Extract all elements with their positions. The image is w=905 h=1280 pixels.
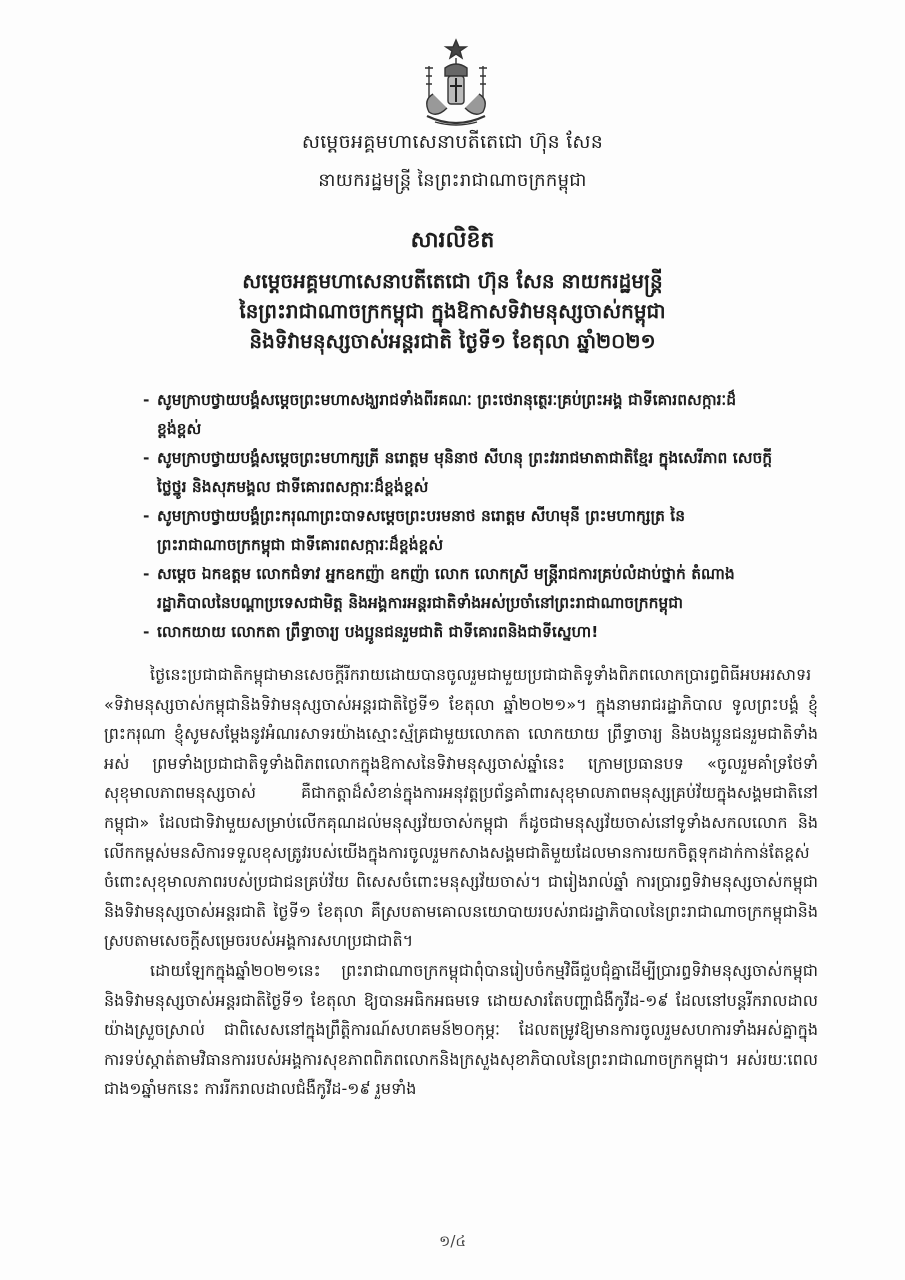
document-title-block [0, 226, 905, 356]
title-subline-1: សម្ដេចអគ្គមហាសេនាបតីតេជោ ហ៊ុន សែន នាយករដ្ឋមន្ត្រី [242, 269, 663, 293]
header-author-name: សម្ដេចអគ្គមហាសេនាបតីតេជោ ហ៊ុន សែន [301, 131, 604, 153]
dash-bullet: - [143, 391, 150, 409]
dash-bullet: - [143, 623, 150, 641]
salutation-item: - សូមក្រាបថ្វាយបង្គំព្រះករុណាព្រះបាទសម្ដេចព្រះបរមនាថ នរោត្តម សីហមុនី ព្រះមហាក្សត្រ នៃព្រះរាជាណាចក្រកម្ពុជា ជាទីគោរពសក្ការៈដ៏ខ្ពង់ខ្ពស់ [143, 502, 779, 560]
document-title: សារលិខិត [410, 228, 495, 253]
dash-bullet: - [143, 565, 150, 583]
header-author-title: នាយករដ្ឋមន្ត្រី នៃព្រះរាជាណាចក្រកម្ពុជា [318, 170, 587, 191]
dash-bullet: - [143, 507, 150, 525]
salutation-item: - សូមក្រាបថ្វាយបង្គំសម្ដេចព្រះមហាសង្ឃរាជទាំងពីរគណៈ ព្រះថេរានុត្ថេរៈគ្រប់ព្រះអង្គ ជាទីគោរពសក្ការៈដ៏ខ្ពង់ខ្ពស់ [143, 386, 779, 444]
salutation-item: - សូមក្រាបថ្វាយបង្គំសម្ដេចព្រះមហាក្សត្រី នរោត្តម មុនិនាថ សីហនុ ព្រះវររាជមាតាជាតិខ្មែរ ក្នុងសេរីភាព សេចក្ដីថ្លៃថ្នូរ និងសុភមង្គល ជាទីគោរពសក្ការៈដ៏ខ្ពង់ខ្ពស់ [143, 444, 779, 502]
body-paragraph-1: ថ្ងៃនេះប្រជាជាតិកម្ពុជាមានសេចក្ដីរីករាយដោយបានចូលរួមជាមួយប្រជាជាតិទូទាំងពិភពលោកប្រារព្ធពិធីអបអរសាទរ «ទិវាមនុស្សចាស់កម្ពុជានិងទិវាមនុស្សចាស់អន្តរជាតិថ្ងៃទី១ ខែតុលា ឆ្នាំ២០២១»។ ក្នុងនាមរាជរដ្ឋាភិបាល ទូលព្រះបង្គំ ខ្ញុំព្រះករុណា ខ្ញុំសូមសម្ដែងនូវអំណរសាទរយ៉ាងស្មោះស្ម័គ្រជាមួយលោកតា លោកយាយ ព្រឹទ្ធាចារ្យ និងបងប្អូនជនរួមជាតិទាំងអស់ ព្រមទាំងប្រជាជាតិទូទាំងពិភពលោកក្នុងឱកាសនៃទិវាមនុស្សចាស់ឆ្នាំនេះ ក្រោមប្រធានបទ «ចូលរួមគាំទ្រថែទាំសុខុមាលភាពមនុស្សចាស់ គឺជាកត្តាដ៏សំខាន់ក្នុងការអនុវត្តប្រព័ន្ធគាំពារសុខុមាលភាពមនុស្សគ្រប់វ័យក្នុងសង្គមជាតិនៅកម្ពុជា» ដែលជាទិវាមួយសម្រាប់លើកគុណដល់មនុស្សវ័យចាស់កម្ពុជា ក៏ដូចជាមនុស្សវ័យចាស់នៅទូទាំងសកលលោក និងលើកកម្ពស់មនសិការទទួលខុសត្រូវរបស់យើងក្នុងការចូលរួមកសាងសង្គមជាតិមួយដែលមានការយកចិត្តទុកដាក់កាន់តែខ្ពស់ចំពោះសុខុមាលភាពរបស់ប្រជាជនគ្រប់វ័យ ពិសេសចំពោះមនុស្សវ័យចាស់។ ជារៀងរាល់ឆ្នាំ ការប្រារព្ធទិវាមនុស្សចាស់កម្ពុជានិងទិវាមនុស្សចាស់អន្តរជាតិ ថ្ងៃទី១ ខែតុលា គឺស្របតាមគោលនយោបាយរបស់រាជរដ្ឋាភិបាលនៃព្រះរាជាណាចក្រកម្ពុជានិងស្របតាមសេចក្ដីសម្រេចរបស់អង្គការសហប្រជាជាតិ។ [104, 665, 818, 951]
title-subline-2: នៃព្រះរាជាណាចក្រកម្ពុជា ក្នុងឱកាសទិវាមនុស្សចាស់កម្ពុជា [239, 299, 666, 323]
title-subline-3: និងទិវាមនុស្សចាស់អន្តរជាតិ ថ្ងៃទី១ ខែតុលា ឆ្នាំ២០២១ [249, 329, 656, 353]
document-body [104, 660, 818, 1104]
salutation-item: - លោកយាយ លោកតា ព្រឹទ្ធាចារ្យ បងប្អូនជនរួមជាតិ ជាទីគោរពនិងជាទីស្នេហា! [143, 618, 779, 647]
dash-bullet: - [143, 449, 150, 467]
salutations-list [143, 386, 779, 647]
page-number: ១/៤ [438, 1232, 467, 1250]
salutation-item: - សម្ដេច ឯកឧត្តម លោកជំទាវ អ្នកឧកញ៉ា ឧកញ៉ា លោក លោកស្រី មន្ត្រីរាជការគ្រប់លំដាប់ថ្នាក់ តំណាងរដ្ឋាភិបាលនៃបណ្ដាប្រទេសជាមិត្ត និងអង្គការអន្តរជាតិទាំងអស់ប្រចាំនៅព្រះរាជាណាចក្រកម្ពុជា [143, 560, 779, 618]
body-paragraph-2: ដោយឡែកក្នុងឆ្នាំ២០២១នេះ ព្រះរាជាណាចក្រកម្ពុជាពុំបានរៀបចំកម្មវិធីជួបជុំគ្នាដើម្បីប្រារព្ធទិវាមនុស្សចាស់កម្ពុជានិងទិវាមនុស្សចាស់អន្តរជាតិថ្ងៃទី១ ខែតុលា ឱ្យបានអធិកអធមទេ ដោយសារតែបញ្ហាជំងឺកូវីដ-១៩ ដែលនៅបន្តរីករាលដាលយ៉ាងស្រួចស្រាល់ ជាពិសេសនៅក្នុងព្រឹត្តិការណ៍សហគមន៍២០កុម្ភៈ ដែលតម្រូវឱ្យមានការចូលរួមសហការទាំងអស់គ្នាក្នុងការទប់ស្កាត់តាមវិធានការរបស់អង្គការសុខភាពពិភពលោកនិងក្រសួងសុខាភិបាលនៃព្រះរាជាណាចក្រកម្ពុជា។ អស់រយៈពេលជាង១ឆ្នាំមកនេះ ការរីករាលដាលជំងឺកូវីដ-១៩ រួមទាំង [104, 960, 818, 1099]
royal-emblem-icon [415, 38, 497, 130]
